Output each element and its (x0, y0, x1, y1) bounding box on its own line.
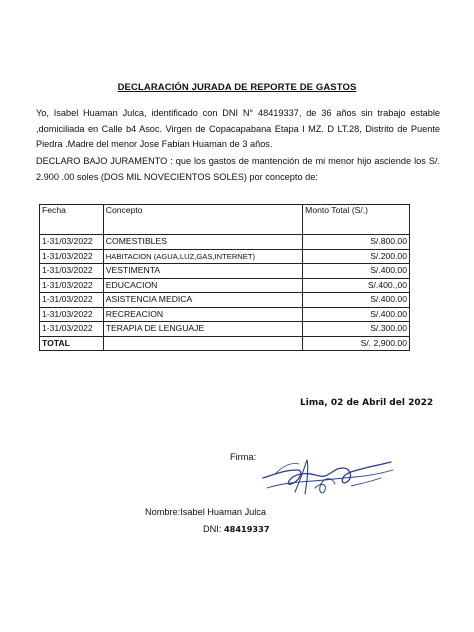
firma-label: Firma: (230, 452, 257, 462)
header-monto: Monto Total (S/.) (303, 205, 410, 235)
cell-monto: S/.400.00 (303, 264, 410, 279)
cell-fecha: 1-31/03/2022 (40, 249, 104, 264)
expenses-table (39, 204, 410, 351)
total-empty-cell (103, 336, 302, 350)
table-row (40, 278, 410, 293)
dni-value: 48419337 (223, 524, 270, 534)
cell-fecha: 1-31/03/2022 (40, 264, 104, 279)
cell-concepto: HABITACION (AGUA,LUZ,GAS,INTERNET) (103, 249, 302, 264)
total-monto: S/. 2,900.00 (303, 336, 410, 350)
cell-concepto: RECREACION (103, 307, 302, 322)
declarant-paragraph: Yo, Isabel Huaman Julca, identificado con DNI N° 48419337, de 36 años sin trabajo estable ,domiciliada en Calle b4 Asoc. Virgen de Copacapabana Etapa I MZ. D LT.28, Distrito de Puente Piedra .Madre del menor Jose Fabian Huaman de 3 años. (36, 108, 440, 149)
cell-fecha: 1-31/03/2022 (40, 278, 104, 293)
table-row (40, 235, 410, 250)
cell-concepto: EDUCACION (103, 278, 302, 293)
document-title: DECLARACIÓN JURADA DE REPORTE DE GASTOS (117, 82, 357, 93)
place-date: Lima, 02 de Abril del 2022 (300, 398, 434, 408)
cell-monto: S/.400.00 (303, 293, 410, 308)
table-row (40, 322, 410, 337)
cell-monto: S/.400.,00 (303, 278, 410, 293)
dni-label: DNI: (203, 524, 222, 534)
cell-fecha: 1-31/03/2022 (40, 307, 104, 322)
table-total-row (40, 336, 410, 350)
cell-monto: S/.300.00 (303, 322, 410, 337)
table-header-row (40, 205, 410, 235)
cell-monto: S/.400.00 (303, 307, 410, 322)
cell-fecha: 1-31/03/2022 (40, 293, 104, 308)
signer-dni (203, 524, 270, 534)
cell-concepto: COMESTIBLES (103, 235, 302, 250)
declaration-paragraph: DECLARO BAJO JURAMENTO : que los gastos de mantención de mi menor hijo asciende los S/. 2.900 .00 soles (DOS MIL NOVECIENTOS SOLES) por concepto de: (36, 156, 440, 182)
table-row (40, 264, 410, 279)
cell-fecha: 1-31/03/2022 (40, 235, 104, 250)
table-row (40, 293, 410, 308)
table-row (40, 307, 410, 322)
total-label: TOTAL (40, 336, 104, 350)
cell-fecha: 1-31/03/2022 (40, 322, 104, 337)
cell-monto: S/.200.00 (303, 249, 410, 264)
header-fecha: Fecha (40, 205, 104, 235)
cell-monto: S/.800.00 (303, 235, 410, 250)
header-concepto: Concepto (103, 205, 302, 235)
cell-concepto: TERAPIA DE LENGUAJE (103, 322, 302, 337)
signer-name: Nombre:Isabel Huaman Julca (145, 507, 267, 517)
signature-image (255, 448, 400, 508)
table-row (40, 249, 410, 264)
cell-concepto: ASISTENCIA MEDICA (103, 293, 302, 308)
cell-concepto: VESTIMENTA (103, 264, 302, 279)
